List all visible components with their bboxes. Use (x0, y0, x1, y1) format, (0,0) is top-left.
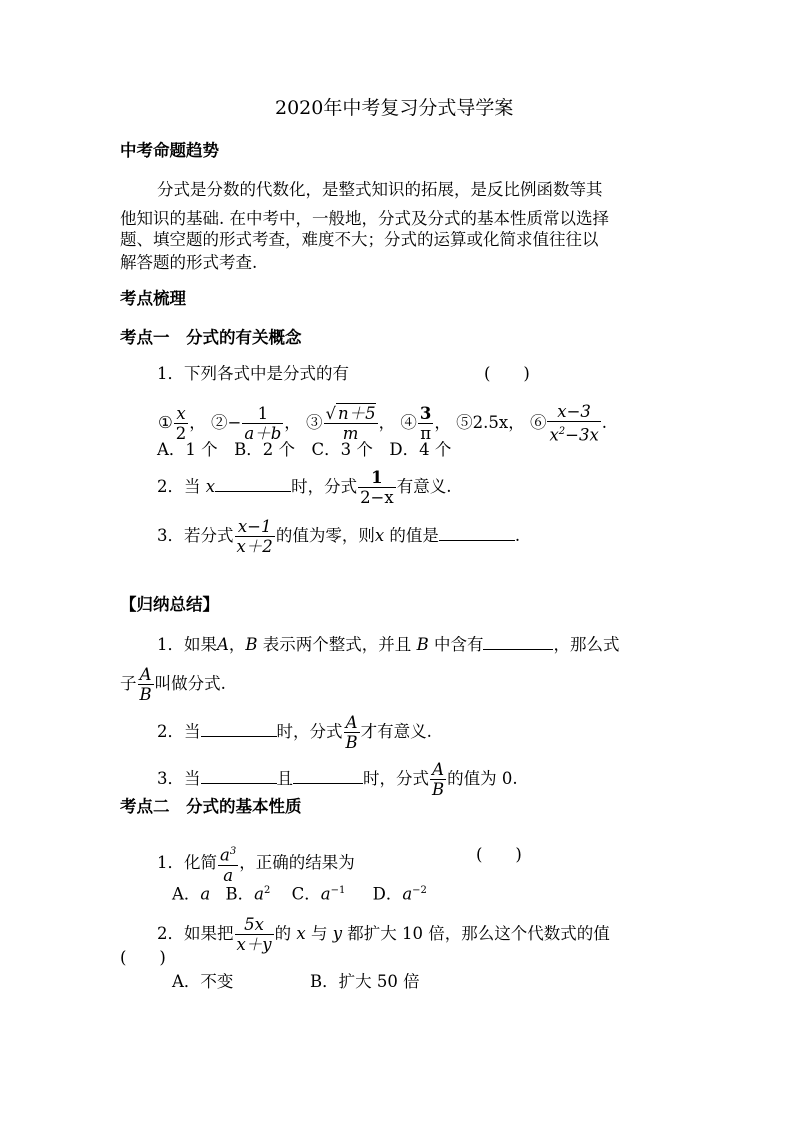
fraction-x-over-2: $\frac{x}{2}$ (175, 403, 187, 443)
fraction-a-over-b: $\frac{A}{B}$ (432, 760, 445, 799)
question-1-stem: 1．下列各式中是分式的有 (157, 364, 349, 383)
answer-blank[interactable] (201, 719, 277, 737)
fraction-x-minus-1-over-x-plus-2: $\frac{x-1}{x+2}$ (236, 517, 273, 556)
summary-2: 2．当 时，分式 $\frac{A}{B}$ 才有意义. (157, 713, 432, 752)
page-title: 2020年中考复习分式导学案 (275, 97, 514, 119)
fraction-1-over-2-minus-x: $\frac{1}{2-x}$ (360, 468, 394, 507)
fraction-x-minus-3-over-x2-minus-3x: $\frac{x-3}{x^2-3x}$ (549, 402, 599, 445)
question-3: 3．若分式 $\frac{x-1}{x+2}$ 的值为零，则x 的值是 . (157, 517, 521, 556)
point2-question-2: 2．如果把 $\frac{5x}{x+y}$ 的 x 与 y 都扩大 10 倍，那么这个代数式的值 (157, 915, 610, 954)
question-1-expressions: ① $\frac{x}{2}$ ， ②− $\frac{1}{a+b}$ ， ③ $\frac{√ n+5}{m}$ ， ④ $\frac{3}{\pi}$ ， ⑤2.5x， ⑥ $\frac{x-3}{x^2-3x}$ . (158, 402, 608, 445)
summary-1-line-1: 1．如果A，B 表示两个整式，并且 B 中含有 ，那么式 (157, 632, 619, 655)
fraction-sqrt-n-plus-5-over-m: $\frac{√ n+5}{m}$ (325, 403, 376, 443)
fraction-a-over-b: $\frac{A}{B}$ (139, 665, 152, 704)
points-heading: 考点梳理 (120, 289, 186, 308)
point2-question-1: 1．化简 $\frac{a^3}{a}$ ，正确的结果为 (157, 842, 355, 885)
fraction-1-over-a-plus-b: $\frac{1}{a+b}$ (244, 403, 282, 443)
point1-heading: 考点一 分式的有关概念 (120, 328, 302, 347)
trend-paragraph-line: 他知识的基础. 在中考中，一般地，分式及分式的基本性质常以选择 (120, 209, 609, 228)
question-2: 2．当 x 时，分式 $\frac{1}{2-x}$ 有意义. (157, 468, 452, 507)
summary-1-line-2: 子 $\frac{A}{B}$ 叫做分式. (120, 665, 226, 704)
point2-question-2-answer-paren: ( ) (120, 948, 166, 967)
fraction-3-over-pi: $\frac{3}{\pi}$ (419, 403, 432, 443)
question-1-options: A．1 个 B．2 个 C．3 个 D．4 个 (157, 440, 452, 459)
point2-question-2-option-b: B．扩大 50 倍 (310, 972, 420, 991)
question-1-answer-paren: ( ) (484, 364, 530, 383)
summary-heading: 【归纳总结】 (120, 595, 219, 614)
fraction-5x-over-x-plus-y: $\frac{5x}{x+y}$ (236, 915, 272, 954)
trend-paragraph-line: 题、填空题的形式考查，难度不大；分式的运算或化简求值往往以 (120, 230, 599, 249)
point2-question-1-answer-paren: ( ) (476, 845, 522, 864)
point2-question-2-option-a: A．不变 (172, 972, 234, 991)
fraction-a-over-b: $\frac{A}{B}$ (345, 713, 358, 752)
answer-blank[interactable] (201, 766, 277, 784)
answer-blank[interactable] (483, 632, 553, 650)
point2-question-1-options: A．a B．$a^2$ C．$a^{-1}$ D．$a^{-2}$ (172, 884, 427, 904)
answer-blank[interactable] (293, 766, 363, 784)
summary-3: 3．当 且 时，分式 $\frac{A}{B}$ 的值为 0. (157, 760, 518, 799)
sqrt-symbol: √ (325, 403, 337, 423)
answer-blank[interactable] (439, 523, 515, 541)
trend-paragraph-line: 解答题的形式考查. (120, 253, 258, 272)
trend-paragraph-line: 分式是分数的代数化，是整式知识的拓展，是反比例函数等其 (157, 180, 603, 199)
fraction-a3-over-a: $\frac{a^3}{a}$ (218, 842, 238, 885)
trend-heading: 中考命题趋势 (120, 141, 219, 160)
answer-blank[interactable] (215, 474, 291, 492)
point2-heading: 考点二 分式的基本性质 (120, 797, 302, 816)
